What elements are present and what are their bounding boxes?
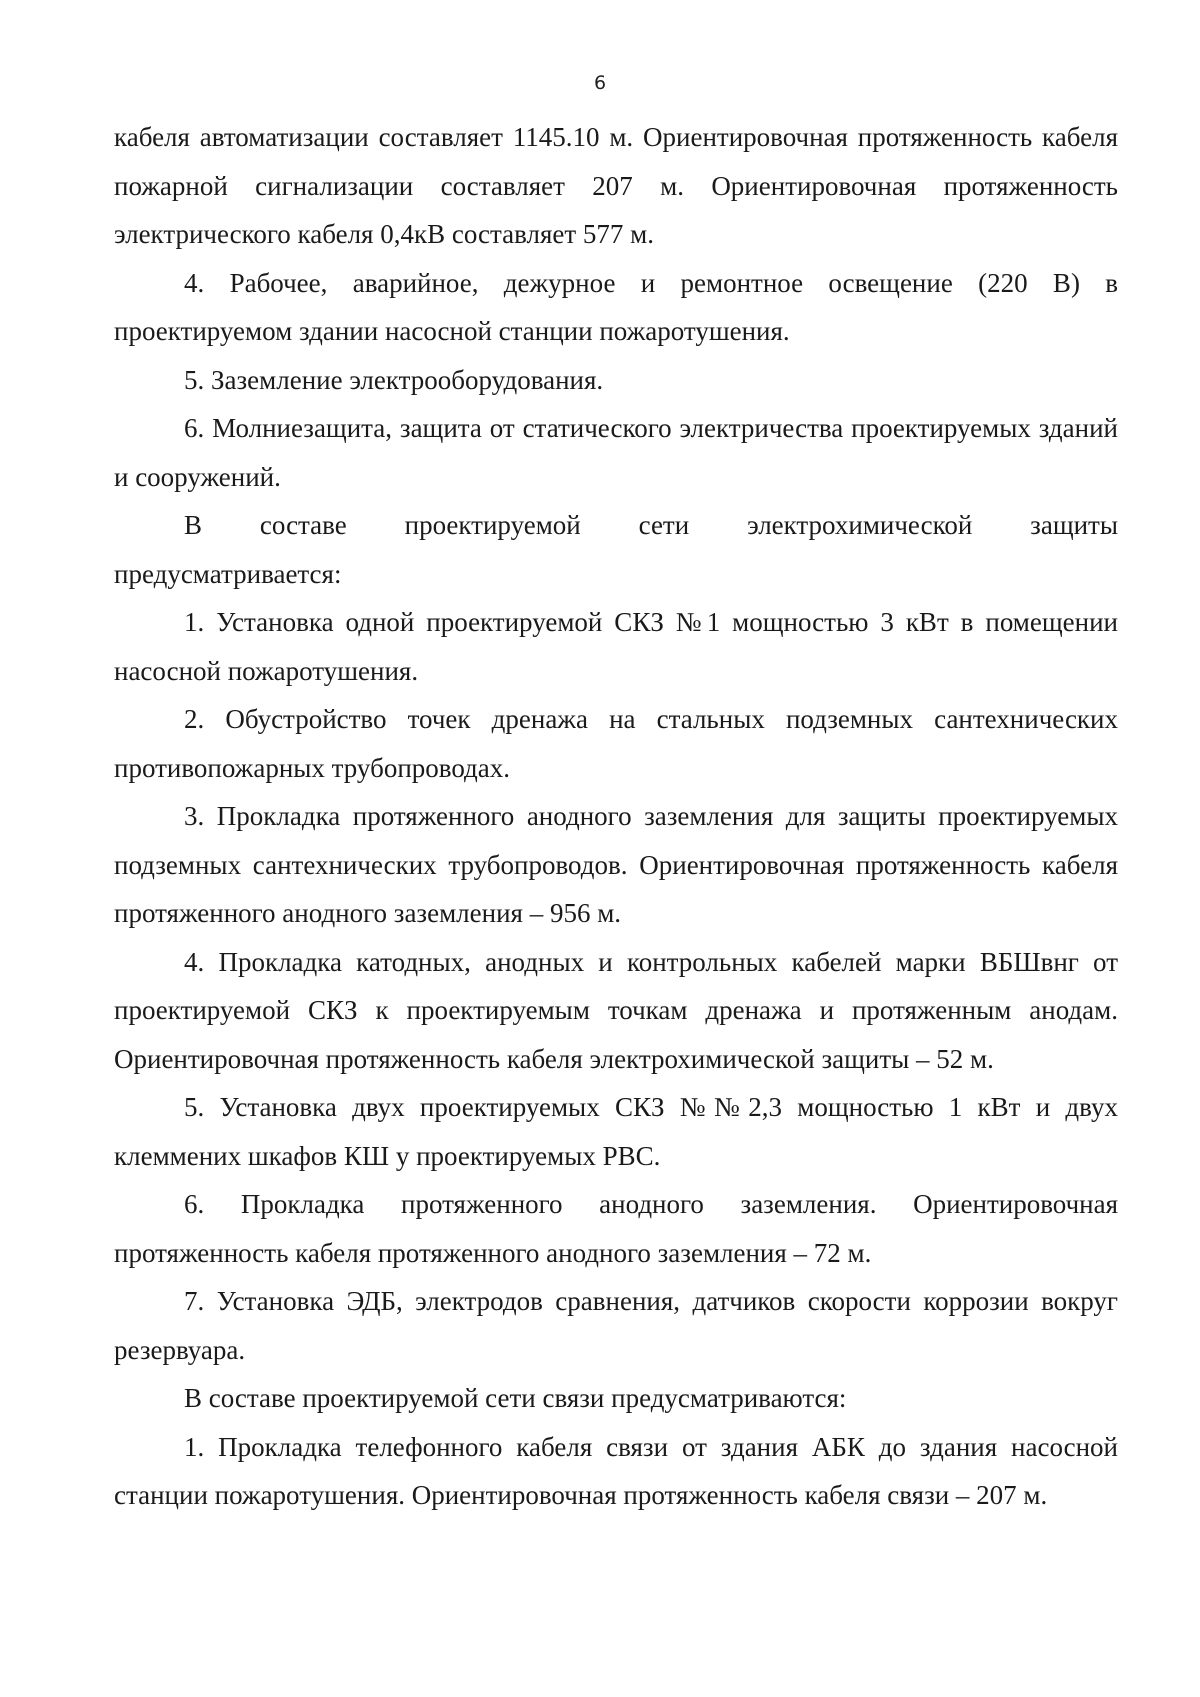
paragraph-lighting: 4. Рабочее, аварийное, дежурное и ремонтное освещение (220 В) в проектируемом здании насосной станции пожаротушения. xyxy=(114,267,1118,346)
paragraph-ecp-intro-continued: предусматривается: xyxy=(114,558,342,589)
document-body xyxy=(114,113,1118,1520)
paragraph-ecp-item-2: 2. Обустройство точек дренажа на стальных подземных сантехнических противопожарных трубопроводах. xyxy=(114,704,1118,783)
paragraph-ecp-item-4: 4. Прокладка катодных, анодных и контрольных кабелей марки ВБШвнг от проектируемой СКЗ к проектируемым точкам дренажа и протяженным анодам. Ориентировочная протяженность кабеля электрохимической защиты – 52 м. xyxy=(114,946,1118,1074)
paragraph-ecp-item-1: 1. Установка одной проектируемой СКЗ №1 мощностью 3 кВт в помещении насосной пожаротушения. xyxy=(114,607,1118,686)
paragraph-ecp-item-7: 7. Установка ЭДБ, электродов сравнения, датчиков скорости коррозии вокруг резервуара. xyxy=(114,1286,1118,1365)
paragraph-ecp-item-3: 3. Прокладка протяженного анодного заземления для защиты проектируемых подземных сантехнических трубопроводов. Ориентировочная протяженность кабеля протяженного анодного заземления – 956 м. xyxy=(114,801,1118,928)
paragraph-ecp-item-6: 6. Прокладка протяженного анодного заземления. Ориентировочная протяженность кабеля протяженного анодного заземления – 72 м. xyxy=(114,1189,1118,1268)
paragraph-lightning-protection: 6. Молниезащита, защита от статического электричества проектируемых зданий и сооружений. xyxy=(114,413,1118,492)
paragraph-ecp-intro: В составе проектируемой сети электрохимической защиты xyxy=(184,510,1118,540)
paragraph-cable-lengths: кабеля автоматизации составляет 1145.10 м. Ориентировочная протяженность кабеля пожарной сигнализации составляет 207 м. Ориентировочная протяженность электрического кабеля 0,4кВ составляет 577 м. xyxy=(114,122,1118,249)
paragraph-comms-item-1: 1. Прокладка телефонного кабеля связи от здания АБК до здания насосной станции пожаротушения. Ориентировочная протяженность кабеля связи – 207 м. xyxy=(114,1431,1118,1510)
page-number: 6 xyxy=(593,72,607,94)
paragraph-grounding: 5. Заземление электрооборудования. xyxy=(184,364,604,395)
paragraph-ecp-item-5: 5. Установка двух проектируемых СКЗ №№2,3 мощностью 1 кВт и двух клеммених шкафов КШ у проектируемых РВС. xyxy=(114,1092,1118,1171)
paragraph-comms-intro: В составе проектируемой сети связи предусматриваются: xyxy=(184,1383,847,1413)
